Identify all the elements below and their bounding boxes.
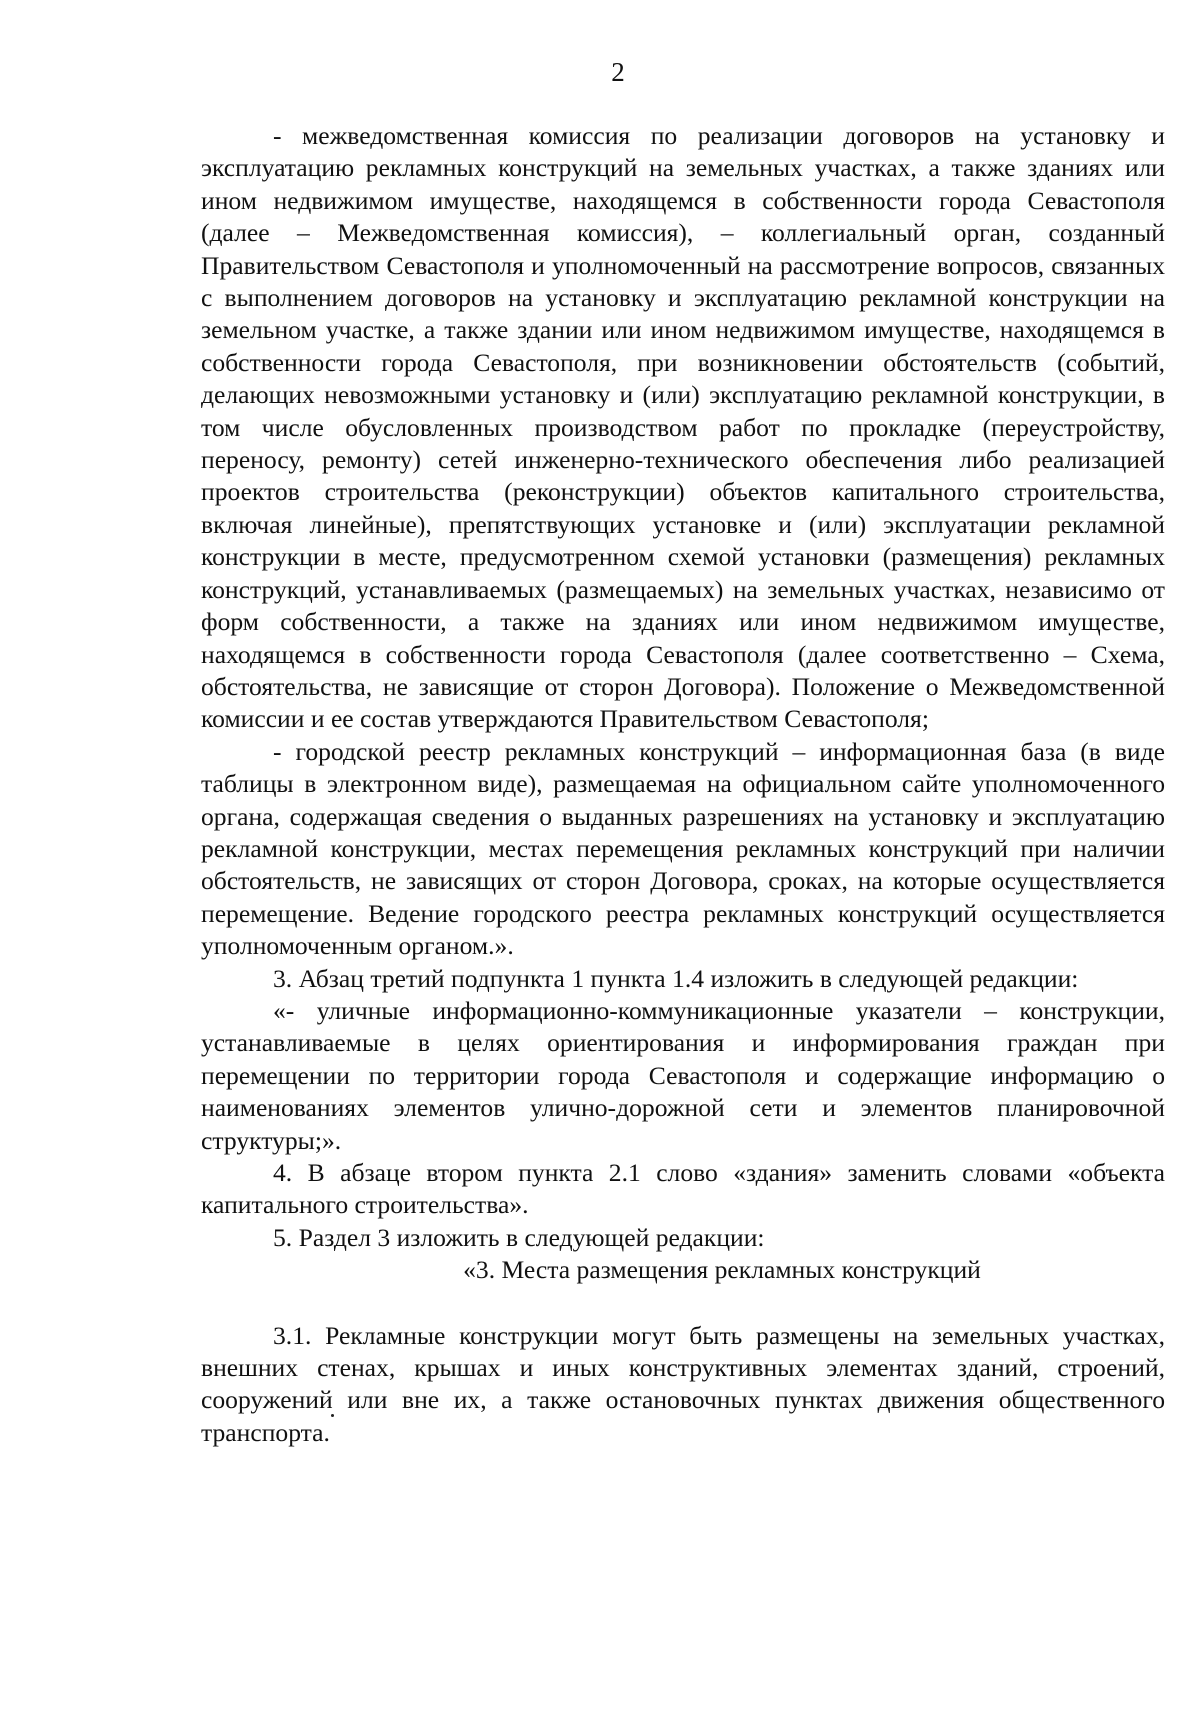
section-heading: «3. Места размещения рекламных конструкций	[463, 1255, 981, 1285]
paragraph-item-5: 5. Раздел 3 изложить в следующей редакции:	[273, 1222, 765, 1252]
document-body	[201, 120, 1165, 1449]
paragraph-item-3: 3. Абзац третий подпункта 1 пункта 1.4 изложить в следующей редакции:	[273, 963, 1079, 993]
paragraph-city-registry: - городской реестр рекламных конструкций – информационная база (в виде таблицы в электронном виде), размещаемая на официальном сайте уполномоченного органа, содержащая сведения о выданных разрешениях на установку и эксплуатацию рекламной конструкции, местах перемещения рекламных конструкций при наличии обстоятельств, не зависящих от сторон Договора, сроках, на которые осуществляется перемещение. Ведение городского реестра рекламных конструкций осуществляется уполномоченным органом.».	[201, 736, 1165, 961]
page-number: 2	[611, 57, 625, 87]
scan-speck	[331, 1414, 334, 1417]
paragraph-3-1: 3.1. Рекламные конструкции могут быть размещены на земельных участках, внешних стенах, крышах и иных конструктивных элементах зданий, строений, сооружений или вне их, а также остановочных пунктах движения общественного транспорта.	[201, 1320, 1165, 1447]
section-spacer	[201, 1287, 1165, 1320]
paragraph-item-4: 4. В абзаце втором пункта 2.1 слово «здания» заменить словами «объекта капитального строительства».	[201, 1158, 1165, 1220]
paragraph-interagency-commission: - межведомственная комиссия по реализации договоров на установку и эксплуатацию рекламных конструкций на земельных участках, а также зданиях или ином недвижимом имуществе, находящемся в собственности города Севастополя (далее – Межведомственная комиссия), – коллегиальный орган, созданный Правительством Севастополя и уполномоченный на рассмотрение вопросов, связанных с выполнением договоров на установку и эксплуатацию рекламной конструкции на земельном участке, а также здании или ином недвижимом имуществе, находящемся в собственности города Севастополя, при возникновении обстоятельств (событий, делающих невозможными установку и (или) эксплуатацию рекламной конструкции, в том числе обусловленных производством работ по прокладке (переустройству, переносу, ремонту) сетей инженерно-технического обеспечения либо реализацией проектов строительства (реконструкции) объектов капитального строительства, включая линейные), препятствующих установке и (или) эксплуатации рекламной конструкции в месте, предусмотренном схемой установки (размещения) рекламных конструкций, устанавливаемых (размещаемых) на земельных участках, независимо от форм собственности, а также на зданиях или ином недвижимом имуществе, находящемся в собственности города Севастополя (далее соответственно – Схема, обстоятельства, не зависящие от сторон Договора). Положение о Межведомственной комиссии и ее состав утверждаются Правительством Севастополя;	[201, 121, 1165, 734]
paragraph-street-signs: «- уличные информационно-коммуникационные указатели – конструкции, устанавливаемые в целях ориентирования и информирования граждан при перемещении по территории города Севастополя и содержащие информацию о наименованиях элементов улично-дорожной сети и элементов планировочной структуры;».	[201, 995, 1165, 1155]
